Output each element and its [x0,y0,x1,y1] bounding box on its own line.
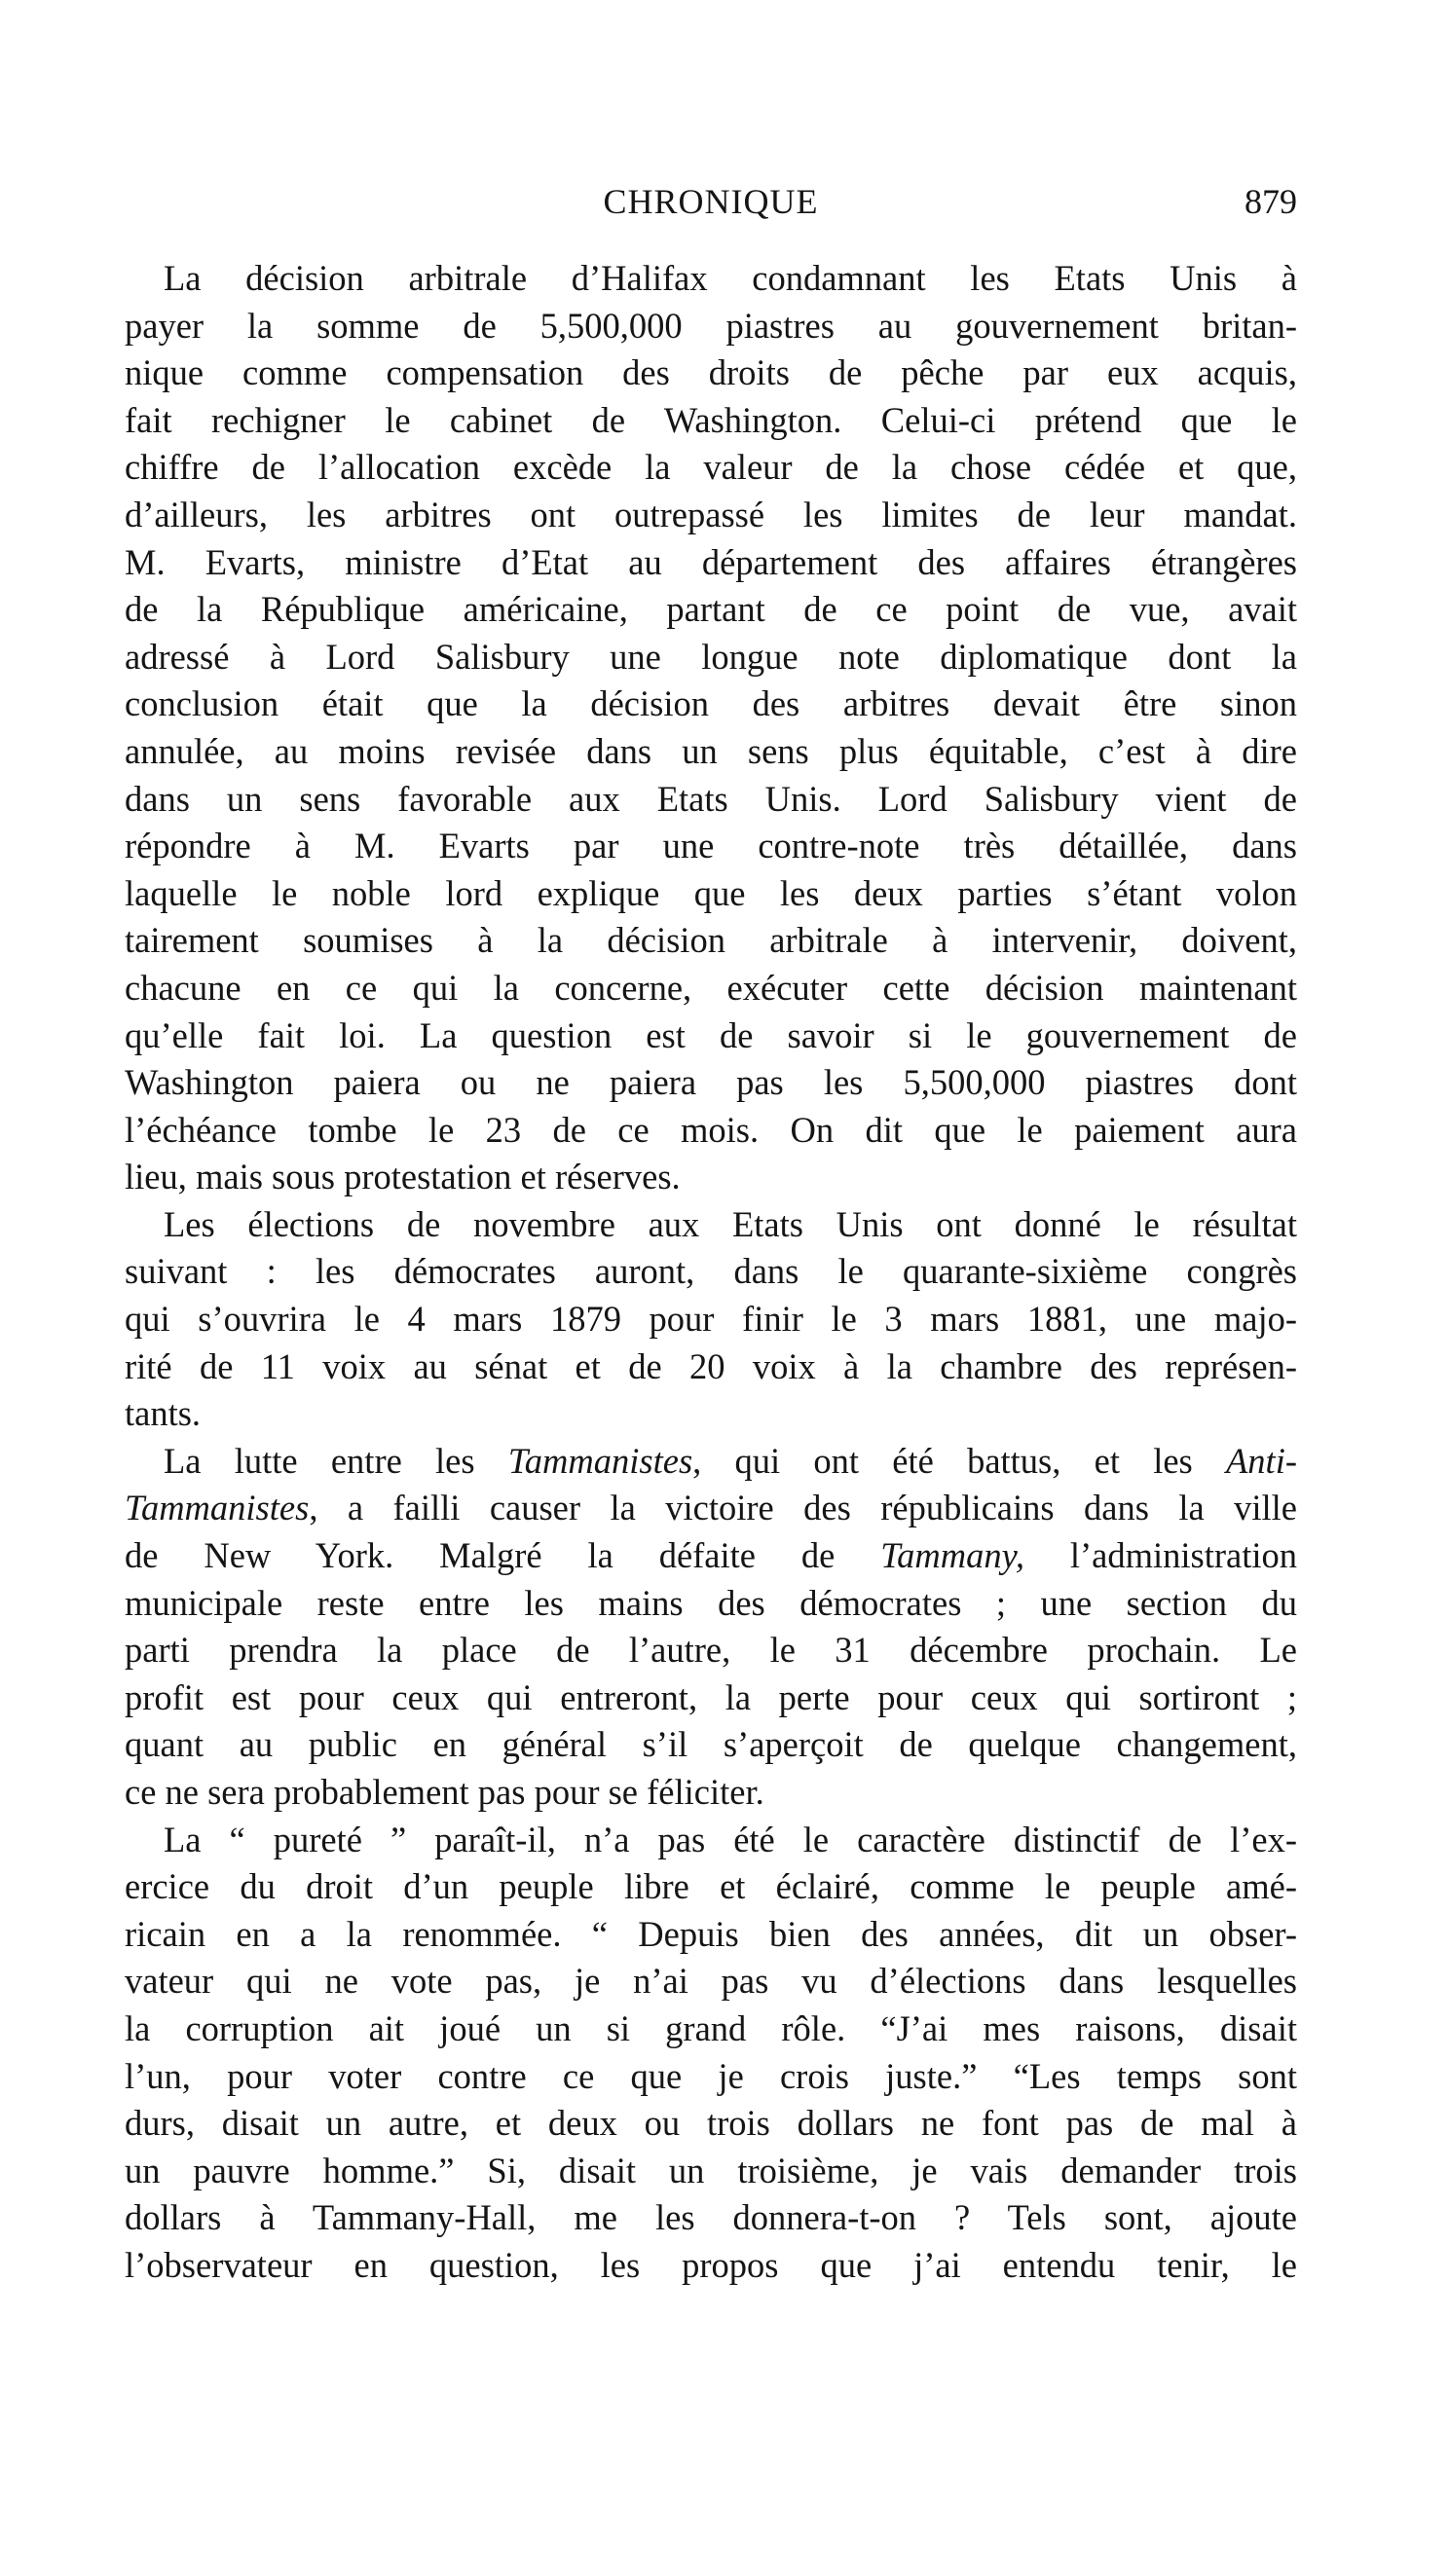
text-line: la corruption ait joué un si grand rôle. “J’ai mes raisons, disait [125,2007,1297,2048]
text-line: Tammanistes, a failli causer la victoire des républicains dans la ville [125,1488,1297,1528]
text-line: l’échéance tombe le 23 de ce mois. On dit que le paiement aura [125,1109,1297,1150]
italic-term: Tammany, [880,1535,1024,1576]
text-line: M. Evarts, ministre d’Etat au département des affaires étrangères [125,541,1297,582]
text-line: de la République américaine, partant de ce point de vue, avait [125,589,1297,630]
text-line: dans un sens favorable aux Etats Unis. Lord Salisbury vient de [125,778,1297,819]
text-line: payer la somme de 5,500,000 piastres au gouvernement britan- [125,305,1297,346]
italic-term: Tammanistes [125,1488,310,1528]
text-line: répondre à M. Evarts par une contre-note très détaillée, dans [125,826,1297,866]
text-line: lieu, mais sous protestation et réserves. [125,1157,681,1197]
paragraph-halifax-decision [125,255,1297,1201]
text-line: parti prendra la place de l’autre, le 31 décembre prochain. Le [125,1630,1297,1671]
text-line: qui s’ouvrira le 4 mars 1879 pour finir le 3 mars 1881, une majo- [125,1299,1297,1340]
text-line: fait rechigner le cabinet de Washington. Celui-ci prétend que le [125,399,1297,440]
text-line: d’ailleurs, les arbitres ont outrepassé les limites de leur mandat. [125,494,1297,534]
text-line: nique comme compensation des droits de pêche par eux acquis, [125,352,1297,393]
running-title: CHRONIQUE [603,182,819,221]
paragraph-us-elections [125,1201,1297,1438]
body-text [125,255,1297,2290]
text-line: profit est pour ceux qui entreront, la perte pour ceux qui sortiront ; [125,1676,1297,1717]
text-line: laquelle le noble lord explique que les deux parties s’étant volon [125,872,1297,913]
text-line: vateur qui ne vote pas, je n’ai pas vu d’élections dans lesquelles [125,1961,1297,2002]
text-line: adressé à Lord Salisbury une longue note diplomatique dont la [125,636,1297,677]
text-line: quant au public en général s’il s’aperçoit de quelque changement, [125,1724,1297,1765]
paragraph-purete [125,1817,1297,2290]
text-line: ricain en a la renommée. “ Depuis bien des années, dit un obser- [125,1913,1297,1954]
text-line: ercice du droit d’un peuple libre et éclairé, comme le peuple amé- [125,1866,1297,1907]
text-line: qu’elle fait loi. La question est de savoir si le gouvernement de [125,1014,1297,1055]
text-line: Les élections de novembre aux Etats Unis ont donné le résultat [164,1203,1297,1244]
text-line: suivant : les démocrates auront, dans le quarante-sixième congrès [125,1251,1297,1292]
italic-term: Tammanistes [507,1440,693,1481]
text-line: ce ne sera probablement pas pour se féliciter. [125,1772,764,1812]
text-line: La lutte entre les Tammanistes, qui ont été battus, et les Anti- [164,1440,1297,1481]
page-number: 879 [1245,182,1297,221]
text-line: durs, disait un autre, et deux ou trois dollars ne font pas de mal à [125,2103,1297,2144]
text-line: La décision arbitrale d’Halifax condamnant les Etats Unis à [164,258,1297,298]
text-line: l’un, pour voter contre ce que je crois juste.” “Les temps sont [125,2055,1297,2096]
text-line: de New York. Malgré la défaite de Tammany, l’administration [125,1535,1297,1576]
text-line: annulée, au moins revisée dans un sens plus équitable, c’est à dire [125,730,1297,771]
text-line: un pauvre homme.” Si, disait un troisième, je vais demander trois [125,2150,1297,2190]
text-line: conclusion était que la décision des arbitres devait être sinon [125,683,1297,724]
running-head [125,181,1297,230]
text-line: l’observateur en question, les propos que j’ai entendu tenir, le [125,2244,1297,2285]
text-line: Washington paiera ou ne paiera pas les 5,500,000 piastres dont [125,1062,1297,1103]
text-line: rité de 11 voix au sénat et de 20 voix à la chambre des représen- [125,1345,1297,1386]
text-line: chiffre de l’allocation excède la valeur de la chose cédée et que, [125,447,1297,488]
paragraph-tammanistes [125,1438,1297,1817]
text-line: dollars à Tammany-Hall, me les donnera-t-on ? Tels sont, ajoute [125,2197,1297,2238]
italic-term: Anti- [1226,1440,1297,1481]
text-line: La “ pureté ” paraît-il, n’a pas été le caractère distinctif de l’ex- [164,1819,1297,1859]
text-line: chacune en ce qui la concerne, exécuter cette décision maintenant [125,967,1297,1008]
text-line: municipale reste entre les mains des démocrates ; une section du [125,1582,1297,1623]
text-line: tairement soumises à la décision arbitrale à intervenir, doivent, [125,920,1297,961]
text-line: tants. [125,1393,202,1434]
